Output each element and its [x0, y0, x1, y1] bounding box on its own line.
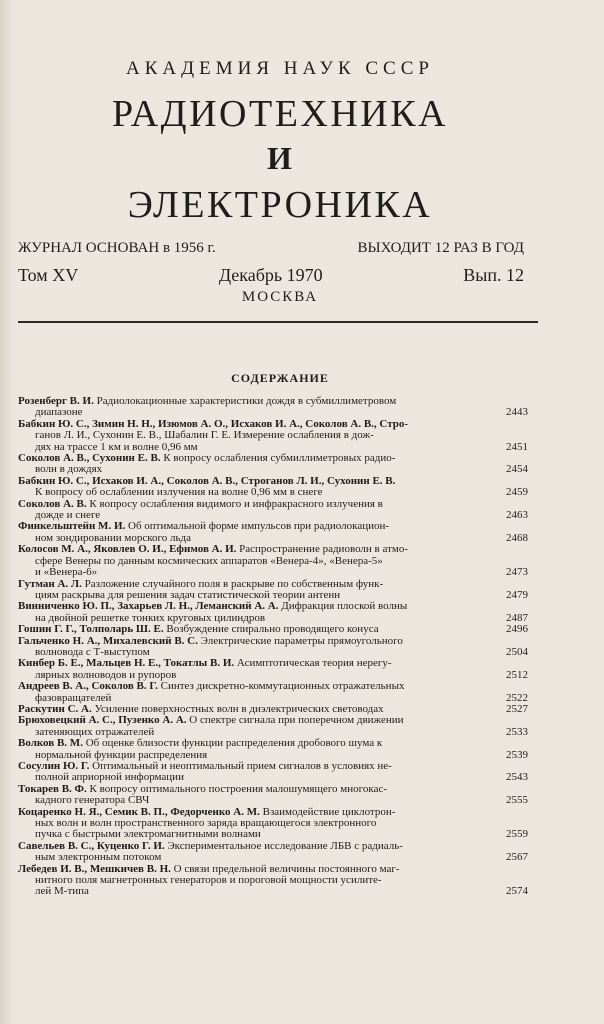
entry-title-text: Возбуждение спирально проводящего конуса — [166, 624, 379, 636]
entry-page-number: 2473 — [506, 566, 528, 579]
entry-title-text: Дифракция плоской волны — [281, 601, 408, 613]
entry-authors: Волков В. М. — [18, 738, 83, 750]
entry-title-text: фазовращателей — [35, 692, 112, 704]
entry-page-number: 2459 — [506, 486, 528, 499]
publication-info-row — [18, 240, 524, 257]
entry-authors: Колосов М. А., Яковлев О. И., Ефимов А. И. — [18, 544, 237, 556]
entry-page-number: 2539 — [506, 748, 528, 761]
entry-first-line — [18, 807, 488, 818]
contents-entry — [18, 761, 528, 784]
entry-page-number: 2527 — [506, 702, 528, 715]
entry-first-line — [18, 738, 488, 749]
entry-page-number: 2479 — [506, 588, 528, 601]
entry-title-text: затеняющих отражателей — [35, 726, 155, 738]
entry-page-number: 2533 — [506, 725, 528, 738]
entry-first-line — [18, 681, 488, 692]
contents-entry — [18, 681, 528, 704]
founded-text: ЖУРНАЛ ОСНОВАН в 1956 г. — [18, 240, 216, 256]
contents-heading: СОДЕРЖАНИЕ — [231, 371, 329, 385]
journal-title-line-1: РАДИОТЕХНИКА — [111, 93, 449, 135]
contents-list — [18, 396, 528, 898]
entry-authors: Винниченко Ю. П., Захарьев Л. Н., Леманский А. А. — [18, 601, 279, 613]
entry-title-text: О связи предельной величины постоянного маг- — [173, 863, 400, 875]
entry-title-text: Синтез дискретно-коммутационных отражательных — [160, 681, 405, 693]
entry-title-text: ном зондировании морского льда — [35, 532, 191, 544]
issue-text: Вып. 12 — [463, 265, 524, 285]
contents-entry — [18, 476, 528, 499]
entry-title-text: кадного генератора СВЧ — [35, 795, 150, 807]
contents-entry — [18, 453, 528, 476]
journal-title-line-3: ЭЛЕКТРОНИКА — [127, 184, 433, 226]
entry-first-line — [18, 841, 488, 852]
entry-title-text: Усиление поверхностных волн в диэлектрических световодах — [94, 703, 384, 715]
entry-page-number: 2559 — [506, 828, 528, 841]
volume-text: Том XV — [18, 265, 79, 285]
entry-title-text: К вопросу ослабления субмиллиметровых радио- — [163, 453, 396, 465]
entry-first-line — [18, 544, 488, 555]
entry-title-text: волн в дождях — [35, 464, 103, 476]
entry-title-text: Асимптотическая теория нерегу- — [236, 658, 392, 670]
entry-title-text: Разложение случайного поля в раскрыве по собственным функ- — [84, 578, 384, 590]
city-text: МОСКВА — [241, 289, 319, 305]
contents-entry — [18, 864, 528, 898]
entry-first-line — [18, 476, 488, 487]
contents-entry — [18, 784, 528, 807]
entry-authors: Гальченко Н. А., Михалевский В. С. — [18, 635, 198, 647]
entry-title-text: на двойной решетке тонких круговых цилиндров — [35, 612, 266, 624]
entry-authors: Савельев В. С., Куценко Г. И. — [18, 840, 165, 852]
entry-page-number: 2555 — [506, 794, 528, 807]
entry-first-line — [18, 761, 488, 772]
entry-title-text: полной априорной информации — [35, 772, 184, 784]
entry-first-line — [18, 624, 488, 635]
entry-title-text: пучка с быстрыми электромагнитными волнами — [35, 829, 261, 841]
entry-title-text: ным электронным потоком — [35, 852, 162, 864]
issue-info-row — [18, 265, 524, 286]
entry-first-line — [18, 715, 488, 726]
entry-page-number: 2512 — [506, 668, 528, 681]
entry-title-text: Об оценке близости функции распределения дробового шума к — [85, 738, 383, 750]
entry-authors: Финкельштейн М. И. — [18, 521, 126, 533]
contents-entry — [18, 807, 528, 841]
entry-first-line — [18, 636, 488, 647]
contents-entry — [18, 738, 528, 761]
contents-entry — [18, 521, 528, 544]
entry-first-line — [18, 784, 488, 795]
entry-authors: Розенберг В. И. — [18, 396, 94, 407]
entry-title-text: Взаимодействие циклотрон- — [262, 806, 396, 818]
entry-title-text: лей М-типа — [35, 886, 89, 898]
entry-first-line — [18, 704, 488, 715]
entry-title-text: ганов Л. И., Сухонин Е. В., Шабалин Г. Е. Измерение ослабления в дож- — [35, 430, 374, 442]
contents-entry — [18, 624, 528, 635]
entry-first-line — [18, 521, 488, 532]
entry-first-line — [18, 658, 488, 669]
entry-title-text: циям раскрыва для решения задач статистической теории антенн — [35, 589, 341, 601]
entry-authors: Гошин Г. Г., Толполарь Ш. Е. — [18, 624, 164, 636]
contents-entry — [18, 704, 528, 715]
entry-title-text: дожде и снеге — [35, 510, 101, 522]
contents-entry — [18, 419, 528, 453]
entry-title-text: нормальной функции распределения — [35, 749, 208, 761]
entry-title-text: нитного поля магнетронных генераторов и пороговой мощности усилите- — [35, 875, 382, 887]
entry-page-number: 2463 — [506, 509, 528, 522]
entry-first-line — [18, 864, 488, 875]
entry-first-line — [18, 396, 488, 407]
entry-page-number: 2522 — [506, 691, 528, 704]
entry-authors: Кинбер Б. Е., Мальцев Н. Е., Токатлы В. И. — [18, 658, 235, 670]
contents-entry — [18, 658, 528, 681]
entry-authors: Бабкин Ю. С., Зимин Н. Н., Изюмов А. О., Исхаков И. А., Соколов А. В., Стро- — [18, 418, 409, 430]
contents-entry — [18, 636, 528, 659]
entry-authors: Бабкин Ю. С., Исхаков И. А., Соколов А. В., Строганов Л. И., Сухонин Е. В. — [18, 475, 396, 487]
entry-authors: Коцаренко Н. Я., Семик В. П., Федорченко А. М. — [18, 806, 260, 818]
entry-title-text: лярных волноводов и рупоров — [35, 669, 177, 681]
contents-entry — [18, 499, 528, 522]
entry-title-text: Распространение радиоволн в атмо- — [239, 544, 409, 556]
entry-title-text: диапазоне — [35, 407, 83, 419]
frequency-text: ВЫХОДИТ 12 РАЗ В ГОД — [357, 240, 524, 256]
contents-entry — [18, 396, 528, 419]
entry-title-text: К вопросу ослабления видимого и инфракрасного излучения в — [89, 498, 383, 510]
entry-page-number: 2487 — [506, 611, 528, 624]
entry-title-text: и «Венера-6» — [35, 567, 98, 579]
entry-page-number: 2468 — [506, 531, 528, 544]
entry-title-text: Оптимальный и неоптимальный прием сигналов в условиях не- — [92, 761, 392, 772]
entry-title-text: дях на трассе 1 км и волне 0,96 мм — [35, 441, 198, 453]
contents-entry — [18, 544, 528, 578]
contents-entry — [18, 715, 528, 738]
entry-title-text: Экспериментальное исследование ЛБВ с радиаль- — [167, 840, 403, 852]
entry-title-text: К вопросу об ослаблении излучения на волне 0,96 мм в снеге — [35, 487, 323, 499]
entry-title-text: Электрические параметры прямоугольного — [200, 635, 403, 647]
entry-authors: Брюховецкий А. С., Пузенко А. А. — [18, 715, 187, 727]
entry-title-text: волновода с Т-выступом — [35, 646, 150, 658]
academy-name: АКАДЕМИЯ НАУК СССР — [126, 58, 434, 79]
entry-page-number: 2496 — [506, 623, 528, 636]
entry-title-text: ных волн и волн пространственного заряда вращающегося электронного — [35, 818, 377, 830]
entry-authors: Лебедев И. В., Мешкичев В. Н. — [18, 863, 171, 875]
entry-title-text: Об оптимальной форме импульсов при радиолокацион- — [128, 521, 390, 533]
entry-page-number: 2543 — [506, 771, 528, 784]
entry-authors: Токарев В. Ф. — [18, 783, 87, 795]
entry-page-number: 2567 — [506, 851, 528, 864]
contents-entry — [18, 601, 528, 624]
entry-first-line — [18, 453, 488, 464]
entry-first-line — [18, 601, 488, 612]
entry-title-text: сфере Венеры по данным космических аппаратов «Венера-4», «Венера-5» — [35, 555, 383, 567]
date-text: Декабрь 1970 — [218, 265, 323, 285]
header-divider — [18, 321, 538, 323]
entry-authors: Соколов А. В., Сухонин Е. В. — [18, 453, 161, 465]
entry-title-text: О спектре сигнала при поперечном движении — [189, 715, 404, 727]
contents-entry — [18, 841, 528, 864]
entry-page-number: 2443 — [506, 406, 528, 419]
entry-page-number: 2454 — [506, 463, 528, 476]
entry-title-text: Радиолокационные характеристики дождя в субмиллиметровом — [96, 396, 397, 407]
entry-first-line — [18, 499, 488, 510]
entry-authors: Сосулин Ю. Г. — [18, 761, 90, 772]
entry-page-number: 2504 — [506, 645, 528, 658]
entry-title-text: К вопросу оптимального построения малошумящего многокас- — [89, 783, 387, 795]
entry-first-line — [18, 419, 488, 430]
entry-authors: Гутман А. Л. — [18, 578, 82, 590]
entry-authors: Соколов А. В. — [18, 498, 87, 510]
entry-page-number: 2451 — [506, 440, 528, 453]
entry-authors: Андреев В. А., Соколов В. Г. — [18, 681, 158, 693]
entry-page-number: 2574 — [506, 885, 528, 898]
journal-title-line-2: И — [267, 140, 293, 176]
entry-first-line — [18, 579, 488, 590]
entry-authors: Раскутин С. А. — [18, 703, 92, 715]
contents-entry — [18, 579, 528, 602]
